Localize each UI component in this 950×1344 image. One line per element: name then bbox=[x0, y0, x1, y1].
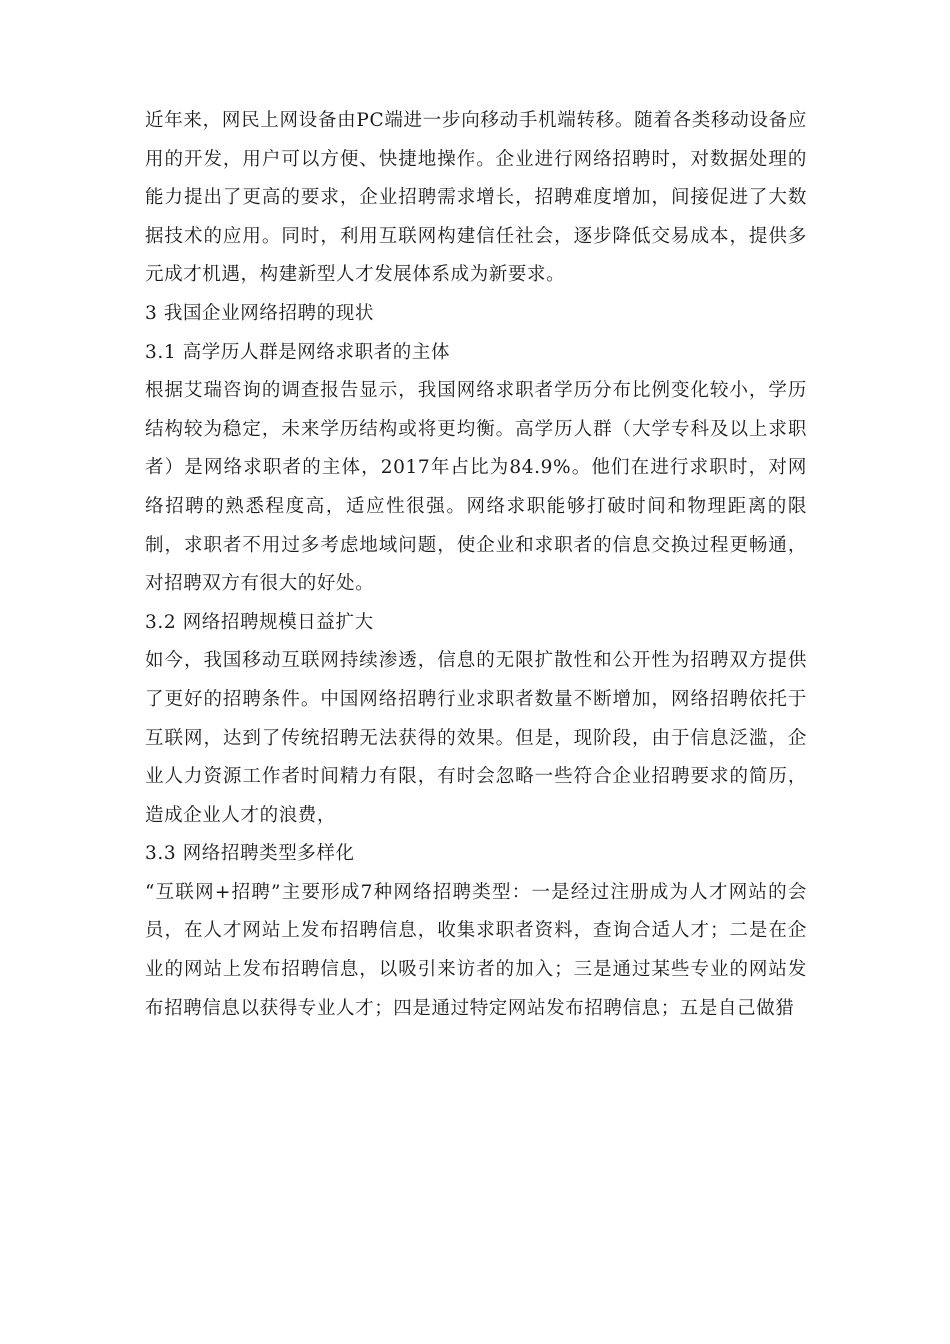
section-3-2-heading: 3.2 网络招聘规模日益扩大 bbox=[145, 611, 374, 633]
section-3-1-paragraph: 根据艾瑞咨询的调查报告显示，我国网络求职者学历分布比例变化较小，学历结构较为稳定，未来学历结构或将更均衡。高学历人群（大学专科及以上求职者）是网络求职者的主体，2017年占比为84.9%。他们在进行求职时，对网络招聘的熟悉程度高，适应性很强。网络求职能够打破时间和物理距离的限制，求职者不用过多考虑地域问题，使企业和求职者的信息交换过程更畅通，对招聘双方有很大的好处。 bbox=[145, 380, 807, 595]
section-3-3-paragraph: “互联网+招聘”主要形成7种网络招聘类型：一是经过注册成为人才网站的会员，在人才网站上发布招聘信息，收集求职者资料，查询合适人才；二是在企业的网站上发布招聘信息，以吸引来访者的加入；三是通过某些专业的网站发布招聘信息以获得专业人才；四是通过特定网站发布招聘信息；五是自己做猎 bbox=[145, 881, 807, 1019]
section-3-3-heading: 3.3 网络招聘类型多样化 bbox=[145, 843, 355, 865]
intro-paragraph: 近年来，网民上网设备由PC端进一步向移动手机端转移。随着各类移动设备应用的开发，用户可以方便、快捷地操作。企业进行网络招聘时，对数据处理的能力提出了更高的要求，企业招聘需求增长，招聘难度增加，间接促进了大数据技术的应用。同时，利用互联网构建信任社会，逐步降低交易成本，提供多元成才机遇，构建新型人才发展体系成为新要求。 bbox=[145, 110, 807, 286]
section-3-1-heading: 3.1 高学历人群是网络求职者的主体 bbox=[145, 341, 451, 363]
section-3-2-paragraph: 如今，我国移动互联网持续渗透，信息的无限扩散性和公开性为招聘双方提供了更好的招聘条件。中国网络招聘行业求职者数量不断增加，网络招聘依托于互联网，达到了传统招聘无法获得的效果。但是，现阶段，由于信息泛滥，企业人力资源工作者时间精力有限，有时会忽略一些符合企业招聘要求的简历，造成企业人才的浪费， bbox=[145, 650, 807, 826]
document-body bbox=[145, 102, 807, 1028]
section-3-heading: 3 我国企业网络招聘的现状 bbox=[145, 302, 374, 324]
